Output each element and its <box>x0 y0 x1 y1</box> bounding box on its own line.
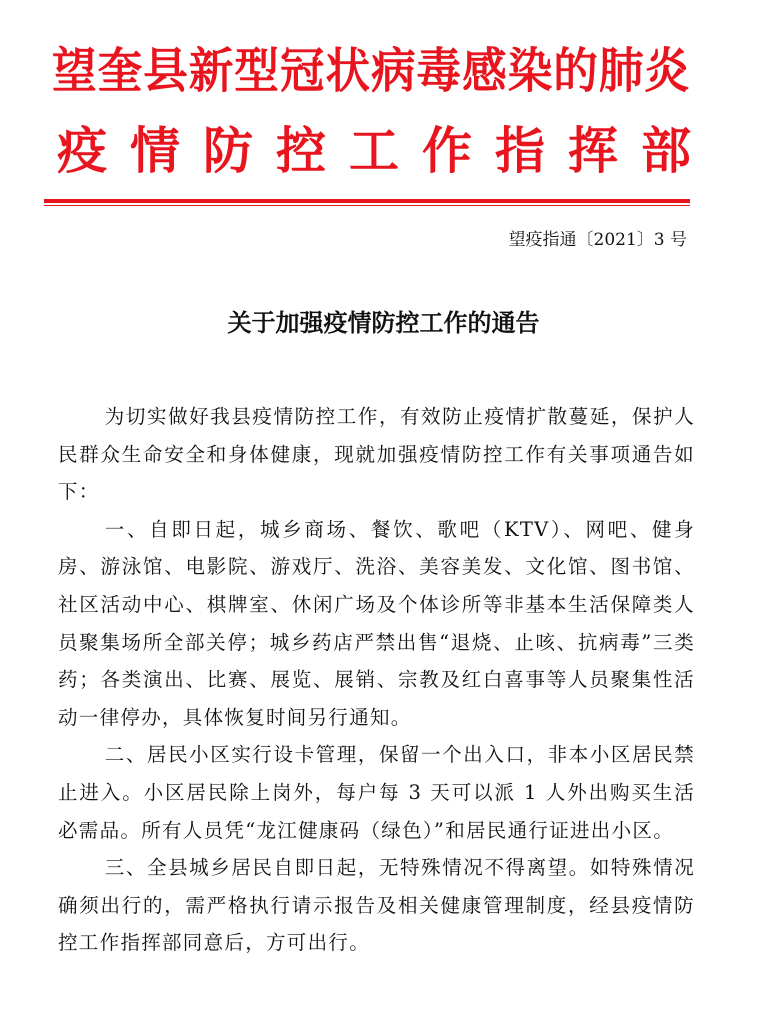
paragraph-item-2: 二、居民小区实行设卡管理，保留一个出入口，非本小区居民禁止进入。小区居民除上岗外，每户每 3 天可以派 1 人外出购买生活必需品。所有人员凭“龙江健康码（绿色）”和居民通行证进出小区。 <box>58 743 695 842</box>
red-header-rule-thick <box>44 199 690 203</box>
red-header-rule-thin <box>44 205 690 206</box>
document-title: 关于加强疫情防控工作的通告 <box>227 308 540 337</box>
issuing-authority-line-2: 疫情防控工作指挥部 <box>57 122 714 180</box>
paragraph-item-3: 三、全县城乡居民自即日起，无特殊情况不得离望。如特殊情况确须出行的，需严格执行请示报告及相关健康管理制度，经县疫情防控工作指挥部同意后，方可出行。 <box>58 856 695 955</box>
document-number: 望疫指通〔2021〕3 号 <box>508 230 687 250</box>
issuing-authority-line-1: 望奎县新型冠状病毒感染的肺炎 <box>52 43 690 99</box>
paragraph-intro: 为切实做好我县疫情防控工作，有效防止疫情扩散蔓延，保护人民群众生命安全和身体健康，现就加强疫情防控工作有关事项通告如下： <box>58 405 695 504</box>
document-body <box>58 398 695 962</box>
paragraph-item-1: 一、自即日起，城乡商场、餐饮、歌吧（KTV）、网吧、健身房、游泳馆、电影院、游戏厅、洗浴、美容美发、文化馆、图书馆、社区活动中心、棋牌室、休闲广场及个体诊所等非基本生活保障类人员聚集场所全部关停；城乡药店严禁出售“退烧、止咳、抗病毒”三类药；各类演出、比赛、展览、展销、宗教及红白喜事等人员聚集性活动一律停办，具体恢复时间另行通知。 <box>58 517 695 729</box>
